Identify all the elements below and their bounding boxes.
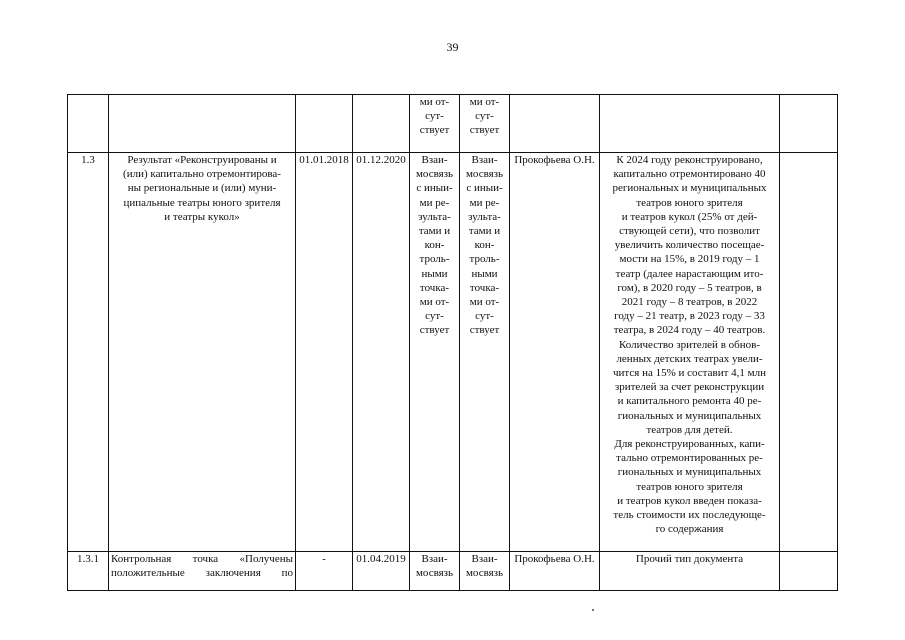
relation-next-cell: ми от- сут- ствует [460, 95, 510, 153]
responsible-cell: Прокофьева О.Н. [510, 552, 600, 591]
row-number-cell: 1.3.1 [68, 552, 109, 591]
result-cell: К 2024 году реконструировано, капитально отремонтировано 40 региональных и муниципальных театров юного зрителя и театров кукол (25% от дей- ствующей сети), что позволит увеличить количество посещае- мости на 15%, в 2019 году – 1 театр (далее нарастающим ито- гом), в 2020 году – 5 театров, в 2021 году – 8 театров, в 2022 году – 21 театр, в 2023 году – 33 театра, в 2024 году – 40 театров. Количество зрителей в обнов- ленных детских театрах увели- чится на 15% и составит 4,1 млн зрителей за счет реконструкции и капитального ремонта 40 ре- гиональных и муниципальных театров для детей. Для реконструированных, капи- тально отремонтированных ре- гиональных и муниципальных театров юного зрителя и театров кукол введен показа- тель стоимости их последующе- го содержания [600, 153, 780, 552]
responsible-cell: Прокофьева О.Н. [510, 153, 600, 552]
row-number-cell: 1.3 [68, 153, 109, 552]
scan-speck [592, 609, 594, 611]
relation-prev-cell: ми от- сут- ствует [410, 95, 460, 153]
relation-next-cell: Взаи- мосвязь [460, 552, 510, 591]
control-point-line: Контрольная точка «Получены [111, 553, 293, 565]
end-date-cell: 01.04.2019 [353, 552, 410, 591]
plan-table [67, 94, 838, 591]
row-name-cell [109, 95, 296, 153]
relation-prev-cell: Взаи- мосвязь с иныи- ми ре- зульта- тами и кон- троль- ными точка- ми от- сут- ствует [410, 153, 460, 552]
end-date-cell [353, 95, 410, 153]
table-row [68, 95, 838, 153]
responsible-cell [510, 95, 600, 153]
row-number-cell [68, 95, 109, 153]
relation-prev-cell: Взаи- мосвязь [410, 552, 460, 591]
row-name-cell: Результат «Реконструированы и (или) капитально отремонтирова- ны региональные и (или) муни- ципальные театры юного зрителя и театры кукол» [109, 153, 296, 552]
end-date-cell: 01.12.2020 [353, 153, 410, 552]
extra-cell [780, 95, 838, 153]
start-date-cell: 01.01.2018 [296, 153, 353, 552]
page-number: 39 [446, 40, 459, 54]
result-cell [600, 95, 780, 153]
extra-cell [780, 552, 838, 591]
control-point-line: положительные заключения по [111, 567, 293, 580]
relation-next-cell: Взаи- мосвязь с иныи- ми ре- зульта- тами и кон- троль- ными точка- ми от- сут- ствует [460, 153, 510, 552]
table-row [68, 153, 838, 552]
result-cell: Прочий тип документа [600, 552, 780, 591]
start-date-cell: - [296, 552, 353, 591]
extra-cell [780, 153, 838, 552]
row-name-cell [109, 552, 296, 591]
start-date-cell [296, 95, 353, 153]
table-row [68, 552, 838, 591]
